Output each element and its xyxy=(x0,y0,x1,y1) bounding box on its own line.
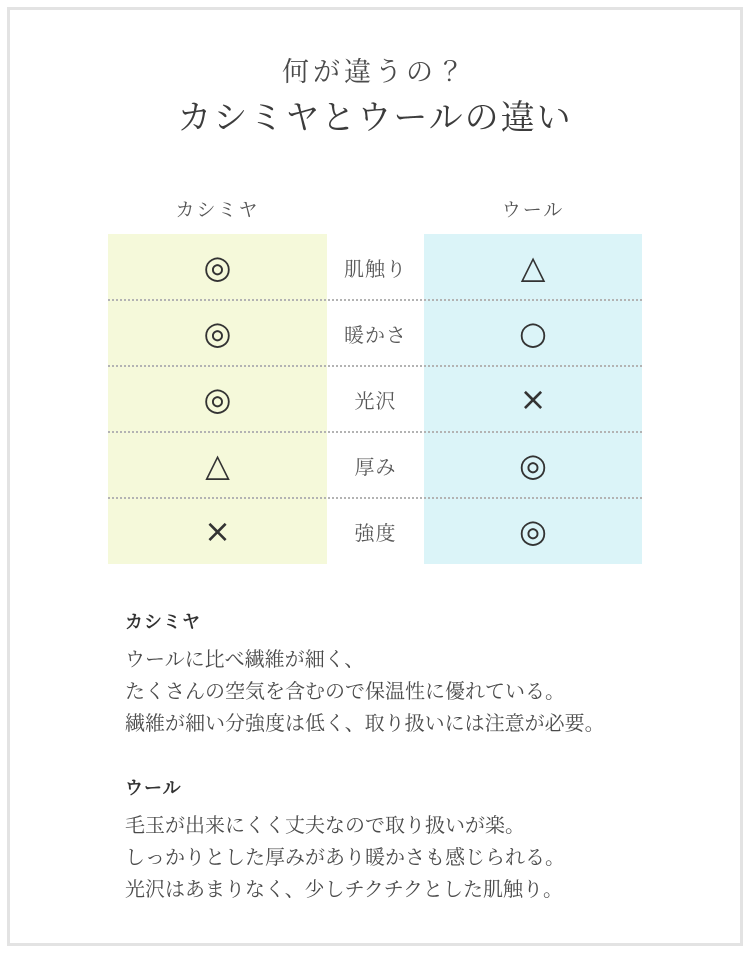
wool-rating xyxy=(424,446,642,485)
row-label-cell xyxy=(327,385,424,414)
page-kicker: 何が違うの？ xyxy=(282,57,468,87)
wool-description-body xyxy=(125,810,637,906)
cashmere-rating xyxy=(108,248,327,287)
description-line: 光沢はあまりなく、少しチクチクとした肌触り。 xyxy=(125,879,563,902)
circle-icon: ○ xyxy=(519,314,547,353)
row-label-cell xyxy=(327,319,424,348)
row-label: 肌触り xyxy=(344,258,407,281)
table-rows xyxy=(108,234,642,564)
wool-description xyxy=(125,774,637,906)
double-circle-icon: ◎ xyxy=(519,446,547,485)
triangle-icon: △ xyxy=(205,446,230,485)
wool-rating xyxy=(424,248,642,287)
double-circle-icon: ◎ xyxy=(203,314,232,353)
description-line: ウールに比べ繊維が細く、 xyxy=(125,649,365,672)
table-row xyxy=(108,234,642,300)
comparison-table xyxy=(108,195,642,564)
wool-rating xyxy=(424,512,642,551)
cashmere-description-body xyxy=(125,644,637,740)
description-line: 毛玉が出来にくく丈夫なので取り扱いが楽。 xyxy=(125,815,525,838)
cross-icon: × xyxy=(519,380,547,419)
triangle-icon: △ xyxy=(520,248,546,287)
row-label-cell xyxy=(327,451,424,480)
row-label: 光沢 xyxy=(354,390,397,413)
row-label-cell xyxy=(327,517,424,546)
cashmere-rating xyxy=(108,446,327,485)
double-circle-icon: ◎ xyxy=(203,380,232,419)
wool-rating xyxy=(424,380,642,419)
comparison-grid xyxy=(108,234,642,564)
column-header-cashmere: カシミヤ xyxy=(175,200,260,222)
table-row xyxy=(108,300,642,366)
description-line: たくさんの空気を含むので保温性に優れている。 xyxy=(125,681,565,704)
table-row xyxy=(108,498,642,564)
row-label: 厚み xyxy=(354,456,397,479)
cashmere-rating xyxy=(108,380,327,419)
row-label: 強度 xyxy=(354,522,397,545)
description-line: しっかりとした厚みがあり暖かさも感じられる。 xyxy=(125,847,565,870)
page-title: カシミヤとウールの違い xyxy=(177,99,573,137)
row-label-cell xyxy=(327,253,424,282)
wool-rating xyxy=(424,314,642,353)
row-label: 暖かさ xyxy=(344,324,407,347)
cashmere-description xyxy=(125,608,637,740)
cashmere-rating xyxy=(108,512,327,551)
wool-description-heading: ウール xyxy=(125,778,182,799)
double-circle-icon: ◎ xyxy=(203,248,232,287)
description-line: 繊維が細い分強度は低く、取り扱いには注意が必要。 xyxy=(125,713,605,736)
table-row xyxy=(108,432,642,498)
cashmere-rating xyxy=(108,314,327,353)
cross-icon: × xyxy=(204,512,231,551)
cashmere-description-heading: カシミヤ xyxy=(125,612,201,633)
material-descriptions xyxy=(125,608,637,906)
table-row xyxy=(108,366,642,432)
column-header-wool: ウール xyxy=(501,200,565,222)
double-circle-icon: ◎ xyxy=(519,512,547,551)
column-headers xyxy=(108,195,642,222)
